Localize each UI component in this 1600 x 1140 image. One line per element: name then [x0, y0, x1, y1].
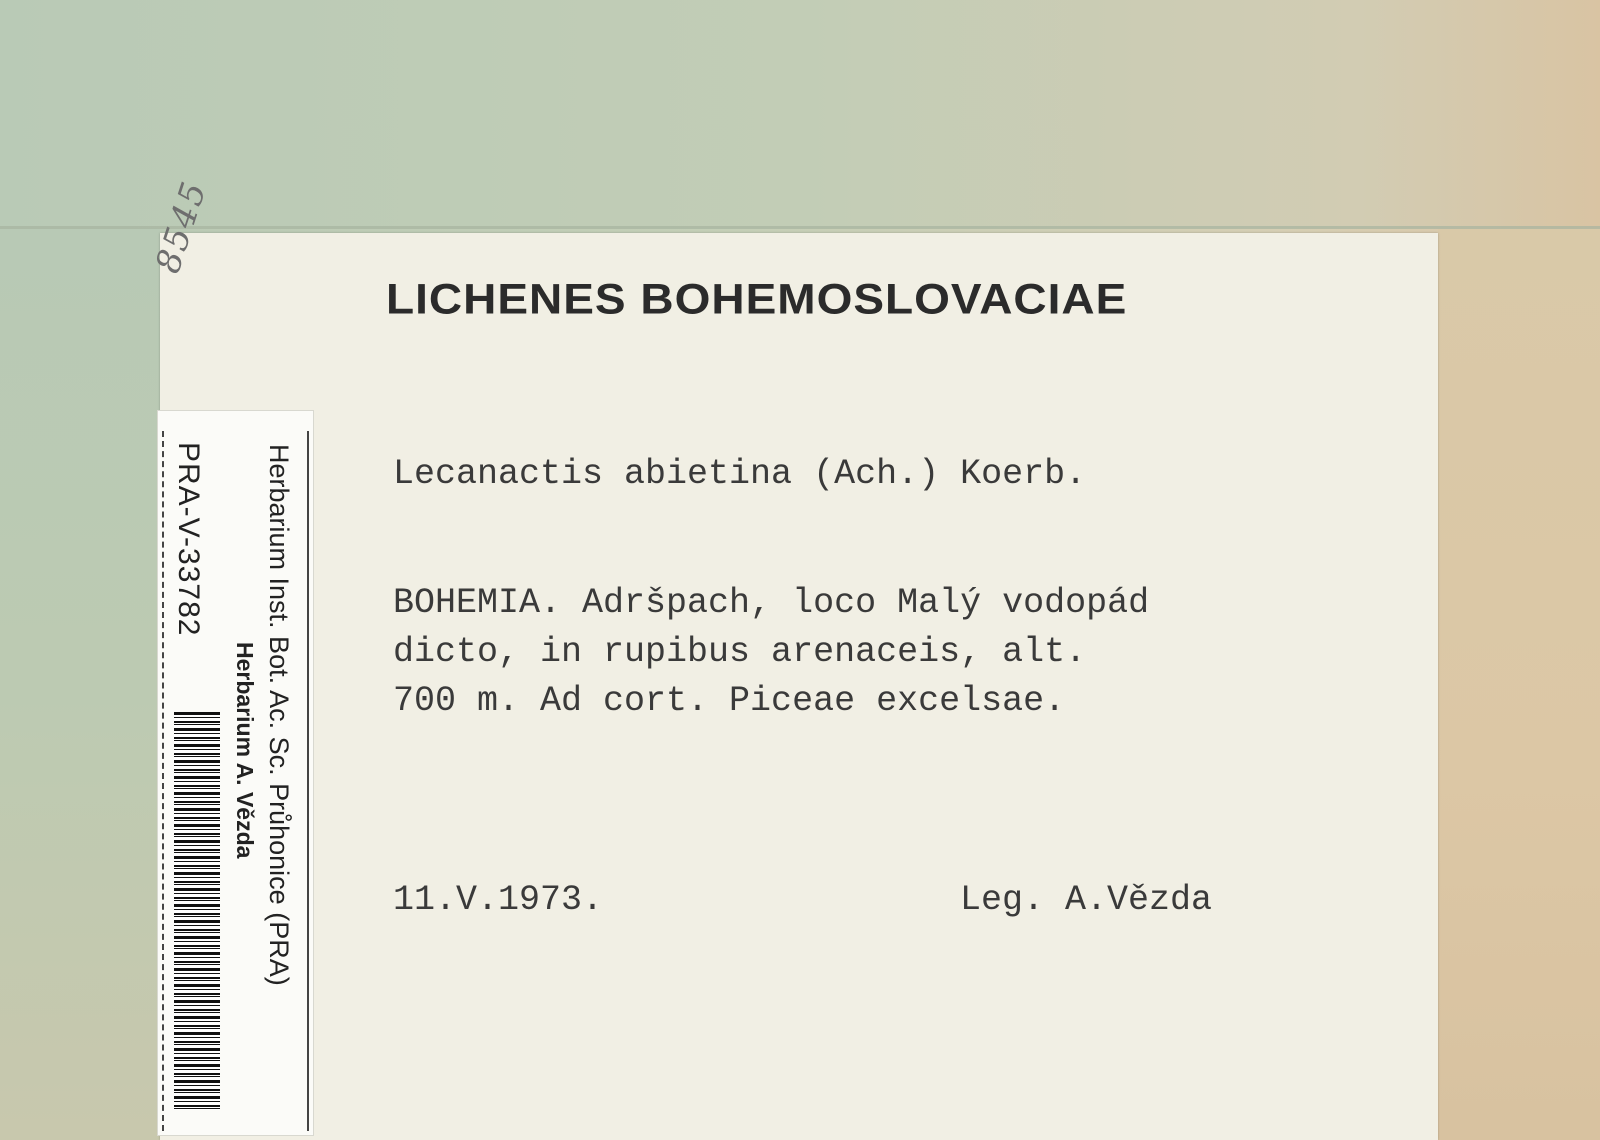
collection-name: Herbarium A. Vězda — [232, 642, 258, 859]
locality-line: 700 m. Ad cort. Piceae excelsae. — [393, 681, 1066, 721]
institution-name: Herbarium Inst. Bot. Ac. Sc. Průhonice (PRA) — [264, 444, 294, 986]
handwritten-accession-number: 8545 — [147, 175, 216, 278]
barcode-icon — [174, 712, 220, 1110]
sheet-fold-edge — [0, 226, 1600, 229]
specimen-code: PRA-V-33782 — [172, 442, 205, 637]
series-title: LICHENES BOHEMOSLOVACIAE — [386, 275, 1128, 323]
collector-name: Leg. A.Vězda — [960, 880, 1213, 920]
mounting-sheet-top — [0, 0, 1600, 228]
locality-line: dicto, in rupibus arenaceis, alt. — [393, 632, 1087, 672]
strip-dashed-border — [162, 431, 164, 1131]
species-name: Lecanactis abietina (Ach.) Koerb. — [393, 454, 1087, 494]
locality-line: BOHEMIA. Adršpach, loco Malý vodopád — [393, 583, 1150, 623]
mounting-sheet-right — [1438, 229, 1600, 1140]
collection-date: 11.V.1973. — [393, 880, 604, 920]
mounting-sheet-left — [0, 229, 160, 1140]
strip-solid-border — [307, 431, 309, 1131]
